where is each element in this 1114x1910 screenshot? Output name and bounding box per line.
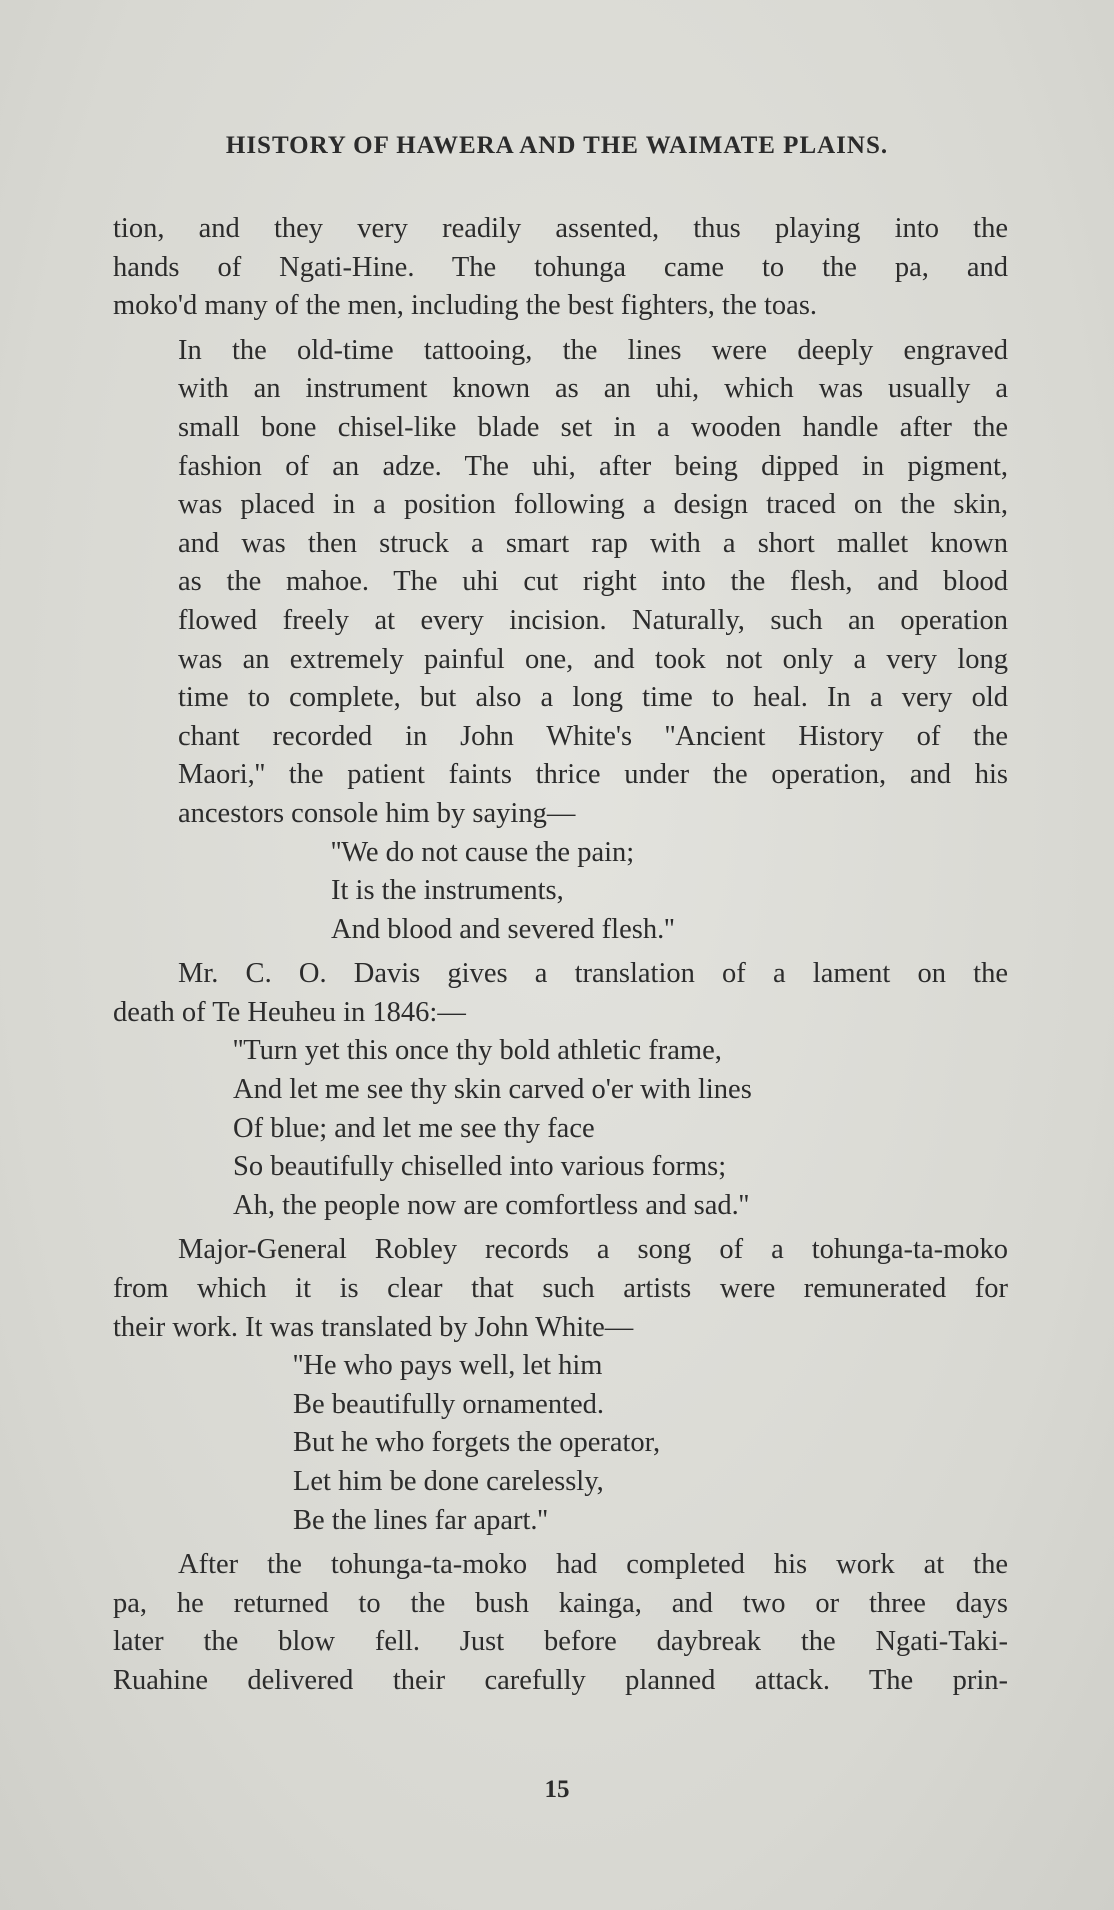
text-line: fashion of an adze. The uhi, after being dipped in pigment, (178, 450, 1008, 482)
verse-line: ''Turn yet this once thy bold athletic frame, (233, 1035, 722, 1067)
verse-line: Be the lines far apart.'' (293, 1504, 548, 1536)
verse-line: It is the instruments, (331, 875, 564, 907)
verse-line: So beautifully chiselled into various forms; (233, 1151, 727, 1183)
verse-quote-1 (113, 834, 1008, 950)
text-line: as the mahoe. The uhi cut right into the flesh, and blood (178, 566, 1008, 598)
verse-line: ''He who pays well, let him (293, 1350, 603, 1382)
text-line: Major-General Robley records a song of a tohunga-ta-moko (178, 1234, 1008, 1266)
verse-line: ''We do not cause the pain; (331, 836, 635, 868)
paragraph-2 (113, 332, 1008, 834)
verse-line: Be beautifully ornamented. (293, 1388, 605, 1420)
paragraph-5 (113, 1546, 1008, 1700)
page-body (113, 210, 1008, 1701)
text-line: chant recorded in John White's ''Ancient History of the (178, 720, 1008, 752)
text-line: hands of Ngati-Hine. The tohunga came to the pa, and (113, 251, 1008, 283)
verse-line: But he who forgets the operator, (293, 1427, 661, 1459)
text-line: their work. It was translated by John White— (113, 1311, 634, 1343)
text-line: Maori,'' the patient faints thrice under the operation, and his (178, 759, 1008, 791)
text-line: tion, and they very readily assented, thus playing into the (113, 213, 1008, 244)
paragraph-4 (113, 1231, 1008, 1347)
text-line: later the blow fell. Just before daybreak the Ngati-Taki- (113, 1626, 1008, 1658)
text-line: small bone chisel-like blade set in a wooden handle after the (178, 411, 1008, 443)
verse-line: And let me see thy skin carved o'er with lines (233, 1074, 752, 1106)
text-line: flowed freely at every incision. Naturally, such an operation (178, 604, 1008, 636)
verse-quote-2 (113, 1032, 1008, 1225)
verse-quote-3 (113, 1347, 1008, 1540)
verse-line: Ah, the people now are comfortless and sad.'' (233, 1189, 749, 1221)
page-number: 15 (544, 1776, 570, 1803)
text-line: was placed in a position following a design traced on the skin, (178, 489, 1008, 521)
verse-line: Of blue; and let me see thy face (233, 1112, 595, 1144)
verse-line: And blood and severed flesh.'' (331, 913, 675, 945)
text-line: Mr. C. O. Davis gives a translation of a lament on the (178, 958, 1008, 990)
verse-line: Let him be done carelessly, (293, 1466, 604, 1497)
text-line: pa, he returned to the bush kainga, and two or three days (113, 1587, 1008, 1619)
paragraph-1 (113, 210, 1008, 326)
text-line: time to complete, but also a long time to heal. In a very old (178, 682, 1008, 714)
text-line: with an instrument known as an uhi, which was usually a (178, 373, 1008, 405)
text-line: ancestors console him by saying— (178, 797, 576, 829)
text-line: moko'd many of the men, including the best fighters, the toas. (113, 290, 818, 322)
text-line: from which it is clear that such artists were remunerated for (113, 1273, 1008, 1305)
text-line: and was then struck a smart rap with a short mallet known (178, 527, 1008, 559)
text-line: was an extremely painful one, and took not only a very long (178, 643, 1008, 675)
running-title: HISTORY OF HAWERA AND THE WAIMATE PLAINS. (225, 132, 889, 159)
text-line: Ruahine delivered their carefully planned attack. The prin- (113, 1664, 1008, 1696)
text-line: In the old-time tattooing, the lines were deeply engraved (178, 334, 1008, 366)
text-line: death of Te Heuheu in 1846:— (113, 996, 466, 1028)
paragraph-3 (113, 955, 1008, 1032)
text-line: After the tohunga-ta-moko had completed his work at the (178, 1549, 1008, 1581)
